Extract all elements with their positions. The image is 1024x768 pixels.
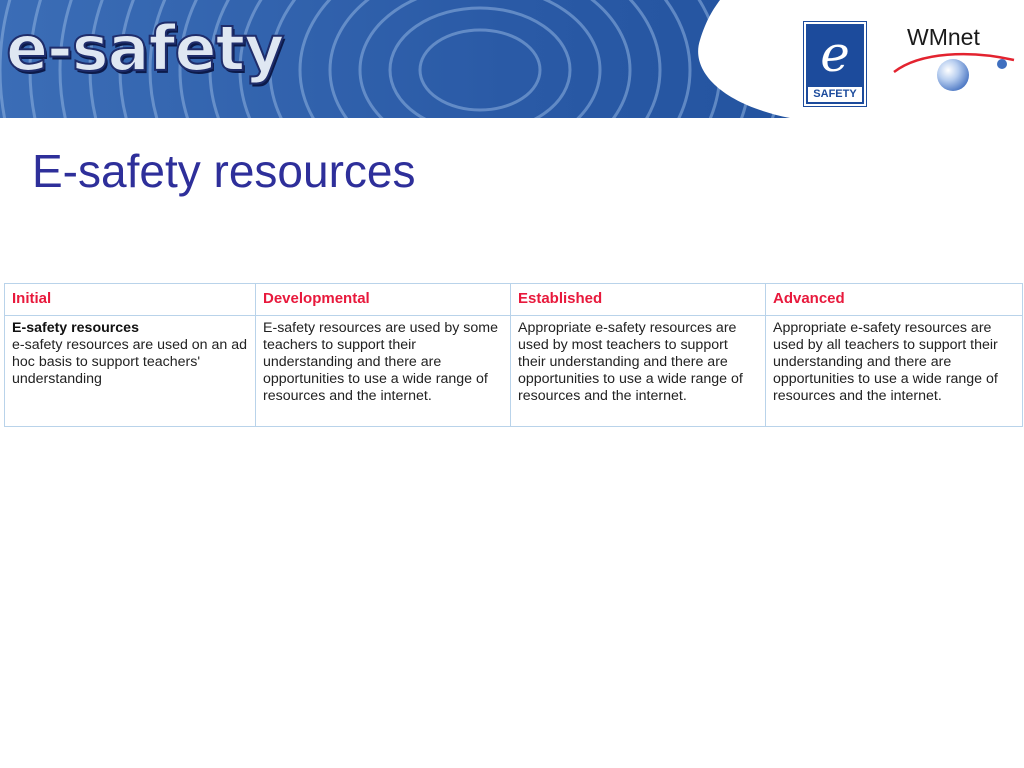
- table-header-row: [5, 284, 1023, 316]
- header-banner: [0, 0, 1024, 118]
- row-heading: E-safety resources: [12, 320, 139, 336]
- page-title: E-safety resources: [32, 145, 416, 197]
- e-safety-logo: e-safety: [6, 12, 284, 85]
- cell-initial: [5, 316, 256, 427]
- badge-letter: e: [820, 25, 850, 83]
- globe-swoosh-icon: [890, 42, 1020, 102]
- cell-initial-text: e-safety resources are used on an ad hoc basis to support teachers' understanding: [12, 337, 248, 387]
- wmnet-text: WMnet: [907, 24, 980, 50]
- cell-advanced: Appropriate e-safety resources are used by all teachers to support their understanding and there are opportunities to use a wide range of resources and the internet.: [766, 316, 1023, 427]
- wmnet-logo: [890, 22, 1020, 102]
- header-established: Established: [511, 284, 766, 316]
- badge-caption: SAFETY: [808, 87, 862, 102]
- cell-established: Appropriate e-safety resources are used by most teachers to support their understanding and there are opportunities to use a wide range of resources and the internet.: [511, 316, 766, 427]
- header-advanced: Advanced: [766, 284, 1023, 316]
- table-row: [5, 316, 1023, 427]
- cell-developmental: E-safety resources are used by some teachers to support their understanding and there are opportunities to use a wide range of resources and the internet.: [256, 316, 511, 427]
- header-initial: Initial: [5, 284, 256, 316]
- header-developmental: Developmental: [256, 284, 511, 316]
- e-safety-badge-logo: [804, 22, 866, 106]
- e-safety-rubric-table: [4, 283, 1023, 427]
